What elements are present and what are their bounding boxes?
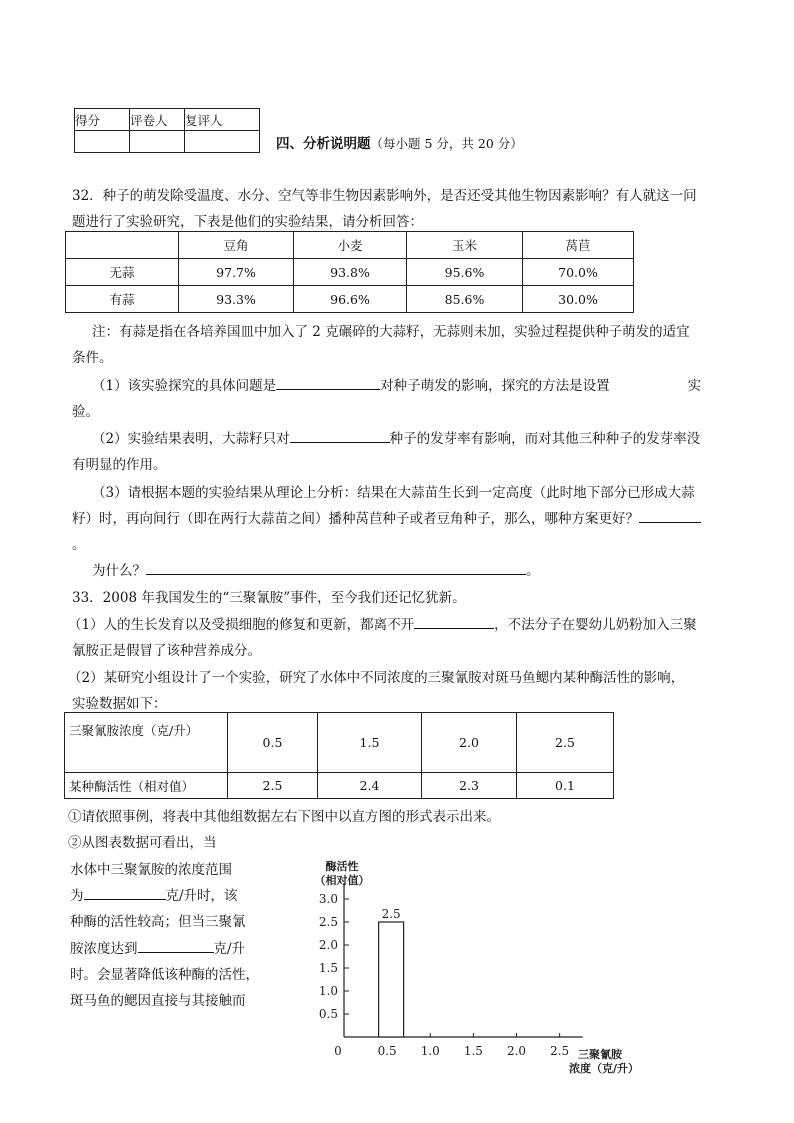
y-tick-label: 0.5 xyxy=(318,1007,338,1021)
q32-header-cell: 小麦 xyxy=(294,232,407,259)
q32-part1-blank2[interactable] xyxy=(610,376,688,390)
q32-part2-line2: 有明显的作用。 xyxy=(72,457,167,473)
x-axis-title-unit: 浓度（克/升） xyxy=(568,1062,640,1075)
q32-part3-text-d: 为什么？ xyxy=(92,563,146,579)
q32-part2-text-b: 种子的发芽率有影响，而对其他三种种子的发芽率没 xyxy=(389,431,701,447)
q32-header-blank xyxy=(66,232,179,259)
x-tick-label: 1.0 xyxy=(420,1044,440,1058)
q32-part2-blank[interactable] xyxy=(290,428,390,443)
q33-row1-label: 三聚氰胺浓度（克/升） xyxy=(65,713,228,773)
q33-row2-label: 某种酶活性（相对值） xyxy=(65,773,228,799)
y-axis-title: 酶活性 xyxy=(325,860,359,873)
q32-part3-text-b: 籽）时，再向间行（即在两行大蒜苗之间）播种莴苣种子或者豆角种子，那么，哪种方案更好？ xyxy=(72,511,639,527)
score-header-grader: 评卷人 xyxy=(130,109,185,131)
q32-part2-text-a: （2）实验结果表明，大蒜籽只对 xyxy=(92,431,290,447)
q33-row1-cell: 2.0 xyxy=(422,713,517,773)
q33-stem: 33．2008 年我国发生的“三聚氰胺”事件，至今我们还记忆犹新。 xyxy=(72,590,466,606)
q33-part1-line2: 氰胺正是假冒了该种营养成分。 xyxy=(72,643,261,659)
q32-part1-text-b: 对种子萌发的影响，探究的方法是设置 xyxy=(380,378,610,394)
section-heading xyxy=(276,132,523,152)
q32-part1-blank1[interactable] xyxy=(276,375,380,390)
q33-row2-cell: 0.1 xyxy=(517,773,614,799)
q32-note-line2: 条件。 xyxy=(72,350,113,366)
y-axis-title-unit: （相对值） xyxy=(314,874,370,887)
q32-part3-line4 xyxy=(92,559,540,579)
q32-part1-text-c: 实 xyxy=(687,378,702,394)
x-tick-label: 2.5 xyxy=(550,1044,570,1058)
q32-header-cell: 豆角 xyxy=(179,232,294,259)
q33-row2-cell: 2.5 xyxy=(228,773,318,799)
q33-row1-cell: 1.5 xyxy=(318,713,422,773)
q33-part1-text-a: （1）人的生长发育以及受损细胞的修复和更新，都离不开 xyxy=(68,617,415,633)
y-tick-label: 2.5 xyxy=(318,915,338,929)
q33-instruction-2-line3 xyxy=(70,884,238,904)
q33-row2-cell: 2.4 xyxy=(318,773,422,799)
q32-cell: 93.8% xyxy=(294,259,407,286)
q32-cell: 93.3% xyxy=(179,286,294,313)
q33-instruction-2-line5 xyxy=(70,937,245,957)
bar xyxy=(379,922,404,1037)
y-tick-label: 1.5 xyxy=(318,961,338,975)
q32-row-label: 有蒜 xyxy=(66,286,179,313)
bar-value-label: 2.5 xyxy=(381,907,401,921)
q32-part1-text-a: （1）该实验探究的具体问题是 xyxy=(92,378,277,394)
score-cell-score[interactable] xyxy=(75,131,130,153)
q32-row-label: 无蒜 xyxy=(66,259,179,286)
q32-cell: 30.0% xyxy=(523,286,634,313)
x-axis-title: 三聚氰胺 xyxy=(578,1048,622,1061)
q32-note-line1: 注：有蒜是指在各培养国皿中加入了 2 克碾碎的大蒜籽，无蒜则未加，实验过程提供种子萌发的适宜 xyxy=(92,324,690,340)
q32-part1-line2: 验。 xyxy=(72,404,99,420)
q32-cell: 70.0% xyxy=(523,259,634,286)
q33-part1-line1 xyxy=(68,613,697,633)
q33-text: 克/升时，该 xyxy=(165,888,238,904)
q33-instruction-2-line2: 水体中三聚氰胺的浓度范围 xyxy=(70,862,232,878)
q32-header-cell: 莴苣 xyxy=(523,232,634,259)
q33-part2-line2: 实验数据如下： xyxy=(72,696,167,712)
q32-part1-line1 xyxy=(92,374,701,394)
q32-part3-line1: （3）请根据本题的实验结果从理论上分析：结果在大蒜苗生长到一定高度（此时地下部分已形成大蒜 xyxy=(92,485,695,501)
q32-stem-line2: 题进行了实验研究，下表是他们的实验结果，请分析回答： xyxy=(72,214,423,230)
q33-instruction-2-line4: 种酶的活性较高；但当三聚氰 xyxy=(70,914,246,930)
q33-blank-range[interactable] xyxy=(84,885,166,900)
y-tick-label: 1.0 xyxy=(318,984,338,998)
q32-part3-line3: 。 xyxy=(72,537,86,553)
q33-blank-threshold[interactable] xyxy=(138,938,214,953)
q33-instruction-1: ①请依照事例，将表中其他组数据左右下图中以直方图的形式表示出来。 xyxy=(68,809,500,825)
x-tick-label: 0.5 xyxy=(377,1044,397,1058)
q32-part3-blank1[interactable] xyxy=(639,508,701,523)
q33-instruction-2-line7: 斑马鱼的鳃因直接与其接触而 xyxy=(70,993,246,1009)
q32-cell: 85.6% xyxy=(407,286,523,313)
score-header-reviewer: 复评人 xyxy=(185,109,260,131)
score-cell-reviewer[interactable] xyxy=(185,131,260,153)
q33-part1-blank[interactable] xyxy=(414,614,494,629)
q32-part3-blank2[interactable] xyxy=(146,560,526,575)
q32-header-cell: 玉米 xyxy=(407,232,523,259)
score-header-score: 得分 xyxy=(75,109,130,131)
q32-cell: 97.7% xyxy=(179,259,294,286)
score-cell-grader[interactable] xyxy=(130,131,185,153)
q33-text: 为 xyxy=(70,888,84,904)
q33-row1-cell: 0.5 xyxy=(228,713,318,773)
q32-part3-text-e: 。 xyxy=(526,563,540,579)
q33-instruction-2-line1: ②从图表数据可看出，当 xyxy=(68,835,217,851)
q32-cell: 96.6% xyxy=(294,286,407,313)
score-table xyxy=(74,108,260,153)
q32-table xyxy=(65,231,634,313)
q33-instruction-2-line6: 时。会显著降低该种酶的活性， xyxy=(70,967,259,983)
q33-row1-cell: 2.5 xyxy=(517,713,614,773)
q33-part2-line1: （2）某研究小组设计了一个实验，研究了水体中不同浓度的三聚氰胺对斑马鱼鳃内某种酶活性的影响， xyxy=(68,670,685,686)
q33-text: 胺浓度达到 xyxy=(70,941,138,957)
section-title: 四、分析说明题 xyxy=(276,136,371,152)
y-tick-label: 3.0 xyxy=(318,892,338,906)
x-tick-label: 0 xyxy=(334,1044,342,1058)
q32-part2-line1 xyxy=(92,427,700,447)
q32-part3-line2 xyxy=(72,507,701,527)
q33-row2-cell: 2.3 xyxy=(422,773,517,799)
x-tick-label: 2.0 xyxy=(506,1044,527,1058)
q33-part1-text-b: ，不法分子在婴幼儿奶粉加入三聚 xyxy=(494,617,697,633)
q32-cell: 95.6% xyxy=(407,259,523,286)
q33-text: 克/升 xyxy=(213,941,246,957)
x-tick-label: 1.5 xyxy=(463,1044,483,1058)
enzyme-activity-chart xyxy=(300,850,650,1080)
q33-table xyxy=(64,712,614,799)
q32-stem-line1: 32．种子的萌发除受温度、水分、空气等非生物因素影响外，是否还受其他生物因素影响？有人就这一问 xyxy=(72,188,697,204)
section-note: （每小题 5 分，共 20 分） xyxy=(370,136,523,151)
y-tick-label: 2.0 xyxy=(318,938,338,952)
